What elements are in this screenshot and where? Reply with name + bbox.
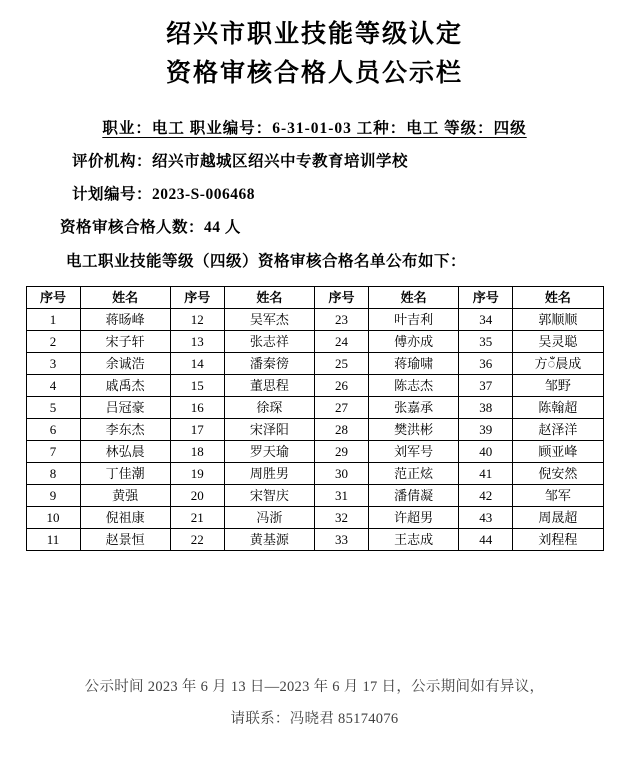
name-list-caption: 电工职业技能等级（四级）资格审核合格名单公布如下： bbox=[66, 252, 467, 270]
cell-name: 董思程 bbox=[224, 375, 314, 397]
cell-index: 10 bbox=[26, 507, 80, 529]
notice-period-line: 公示时间 2023 年 6 月 13 日—2023 年 6 月 17 日，公示期间如有异议， bbox=[84, 679, 545, 696]
cell-index: 1 bbox=[26, 309, 80, 331]
table-row bbox=[26, 397, 603, 419]
cell-index: 43 bbox=[459, 507, 513, 529]
cell-name: 黄基源 bbox=[224, 529, 314, 551]
cell-name: 郭顺顺 bbox=[513, 309, 603, 331]
cell-name: 樊洪彬 bbox=[369, 419, 459, 441]
column-header: 姓名 bbox=[80, 287, 170, 309]
cell-index: 16 bbox=[170, 397, 224, 419]
cell-index: 19 bbox=[170, 463, 224, 485]
column-header: 序号 bbox=[459, 287, 513, 309]
document-footer bbox=[24, 672, 605, 736]
cell-index: 5 bbox=[26, 397, 80, 419]
table-row bbox=[26, 419, 603, 441]
table-row bbox=[26, 529, 603, 551]
cell-index: 12 bbox=[170, 309, 224, 331]
cell-index: 3 bbox=[26, 353, 80, 375]
cell-index: 13 bbox=[170, 331, 224, 353]
cell-index: 2 bbox=[26, 331, 80, 353]
cell-index: 17 bbox=[170, 419, 224, 441]
cell-index: 18 bbox=[170, 441, 224, 463]
cell-name: 丁佳潮 bbox=[80, 463, 170, 485]
cell-name: 范正炫 bbox=[369, 463, 459, 485]
cell-index: 37 bbox=[459, 375, 513, 397]
cell-name: 倪祖康 bbox=[80, 507, 170, 529]
cell-name: 陈翰超 bbox=[513, 397, 603, 419]
cell-index: 8 bbox=[26, 463, 80, 485]
plan-number-line: 计划编号：2023-S-006468 bbox=[72, 186, 255, 204]
cell-index: 35 bbox=[459, 331, 513, 353]
cell-name: 许超男 bbox=[369, 507, 459, 529]
cell-name: 吕冠豪 bbox=[80, 397, 170, 419]
column-header: 序号 bbox=[170, 287, 224, 309]
evaluation-agency-line: 评价机构：绍兴市越城区绍兴中专教育培训学校 bbox=[72, 152, 409, 170]
cell-name: 刘程程 bbox=[513, 529, 603, 551]
cell-name: 罗天瑜 bbox=[224, 441, 314, 463]
cell-index: 21 bbox=[170, 507, 224, 529]
cell-name: 林弘晨 bbox=[80, 441, 170, 463]
column-header: 姓名 bbox=[369, 287, 459, 309]
cell-name: 张志祥 bbox=[224, 331, 314, 353]
cell-index: 30 bbox=[315, 463, 369, 485]
column-header: 序号 bbox=[315, 287, 369, 309]
cell-name: 赵泽洋 bbox=[513, 419, 603, 441]
table-row bbox=[26, 463, 603, 485]
title-line-1: 绍兴市职业技能等级认定 bbox=[165, 21, 463, 48]
cell-index: 32 bbox=[315, 507, 369, 529]
cell-index: 29 bbox=[315, 441, 369, 463]
cell-name: 刘军号 bbox=[369, 441, 459, 463]
cell-name: 倪安然 bbox=[513, 463, 603, 485]
column-header: 姓名 bbox=[513, 287, 603, 309]
cell-name: 余诚浩 bbox=[80, 353, 170, 375]
occupation-info-line: 职业：电工 职业编号：6-31-01-03 工种：电工 等级：四级 bbox=[102, 119, 527, 137]
cell-index: 25 bbox=[315, 353, 369, 375]
cell-name: 叶吉利 bbox=[369, 309, 459, 331]
cell-name: 李东杰 bbox=[80, 419, 170, 441]
table-row bbox=[26, 441, 603, 463]
cell-index: 9 bbox=[26, 485, 80, 507]
cell-index: 41 bbox=[459, 463, 513, 485]
table-row bbox=[26, 353, 603, 375]
cell-index: 28 bbox=[315, 419, 369, 441]
cell-name: 周胜男 bbox=[224, 463, 314, 485]
cell-name: 蒋旸峰 bbox=[80, 309, 170, 331]
cell-name: 潘倩凝 bbox=[369, 485, 459, 507]
cell-name: 潘秦徬 bbox=[224, 353, 314, 375]
cell-name: 方ँ晨成 bbox=[513, 353, 603, 375]
cell-name: 王志成 bbox=[369, 529, 459, 551]
cell-index: 11 bbox=[26, 529, 80, 551]
cell-name: 傅亦成 bbox=[369, 331, 459, 353]
cell-name: 徐琛 bbox=[224, 397, 314, 419]
cell-name: 吴军杰 bbox=[224, 309, 314, 331]
cell-index: 6 bbox=[26, 419, 80, 441]
column-header: 序号 bbox=[26, 287, 80, 309]
cell-name: 宋智庆 bbox=[224, 485, 314, 507]
table-row bbox=[26, 507, 603, 529]
cell-name: 邹军 bbox=[513, 485, 603, 507]
cell-index: 22 bbox=[170, 529, 224, 551]
cell-index: 27 bbox=[315, 397, 369, 419]
cell-index: 44 bbox=[459, 529, 513, 551]
qualified-names-table bbox=[26, 286, 604, 551]
cell-name: 邹野 bbox=[513, 375, 603, 397]
cell-name: 张嘉承 bbox=[369, 397, 459, 419]
qualified-count-line: 资格审核合格人数：44 人 bbox=[60, 219, 241, 237]
table-row bbox=[26, 375, 603, 397]
cell-index: 40 bbox=[459, 441, 513, 463]
cell-index: 39 bbox=[459, 419, 513, 441]
cell-index: 42 bbox=[459, 485, 513, 507]
cell-index: 14 bbox=[170, 353, 224, 375]
cell-index: 34 bbox=[459, 309, 513, 331]
document-title bbox=[24, 16, 605, 94]
table-row bbox=[26, 309, 603, 331]
cell-index: 20 bbox=[170, 485, 224, 507]
cell-index: 24 bbox=[315, 331, 369, 353]
cell-index: 7 bbox=[26, 441, 80, 463]
cell-name: 顾亚峰 bbox=[513, 441, 603, 463]
cell-name: 宋泽阳 bbox=[224, 419, 314, 441]
cell-name: 赵景恒 bbox=[80, 529, 170, 551]
cell-index: 23 bbox=[315, 309, 369, 331]
cell-index: 33 bbox=[315, 529, 369, 551]
column-header: 姓名 bbox=[224, 287, 314, 309]
cell-index: 31 bbox=[315, 485, 369, 507]
cell-name: 黄强 bbox=[80, 485, 170, 507]
document-meta bbox=[24, 112, 605, 279]
cell-name: 宋子轩 bbox=[80, 331, 170, 353]
contact-line: 请联系：冯晓君 85174076 bbox=[230, 711, 399, 728]
table-header-row bbox=[26, 287, 603, 309]
cell-name: 陈志杰 bbox=[369, 375, 459, 397]
table-row bbox=[26, 485, 603, 507]
cell-name: 吴灵聪 bbox=[513, 331, 603, 353]
cell-name: 周晟超 bbox=[513, 507, 603, 529]
cell-index: 4 bbox=[26, 375, 80, 397]
cell-index: 26 bbox=[315, 375, 369, 397]
cell-name: 戚禹杰 bbox=[80, 375, 170, 397]
title-line-2: 资格审核合格人员公示栏 bbox=[165, 59, 463, 87]
cell-index: 38 bbox=[459, 397, 513, 419]
cell-name: 蒋瑜啸 bbox=[369, 353, 459, 375]
table-row bbox=[26, 331, 603, 353]
cell-name: 冯浙 bbox=[224, 507, 314, 529]
cell-index: 15 bbox=[170, 375, 224, 397]
cell-index: 36 bbox=[459, 353, 513, 375]
